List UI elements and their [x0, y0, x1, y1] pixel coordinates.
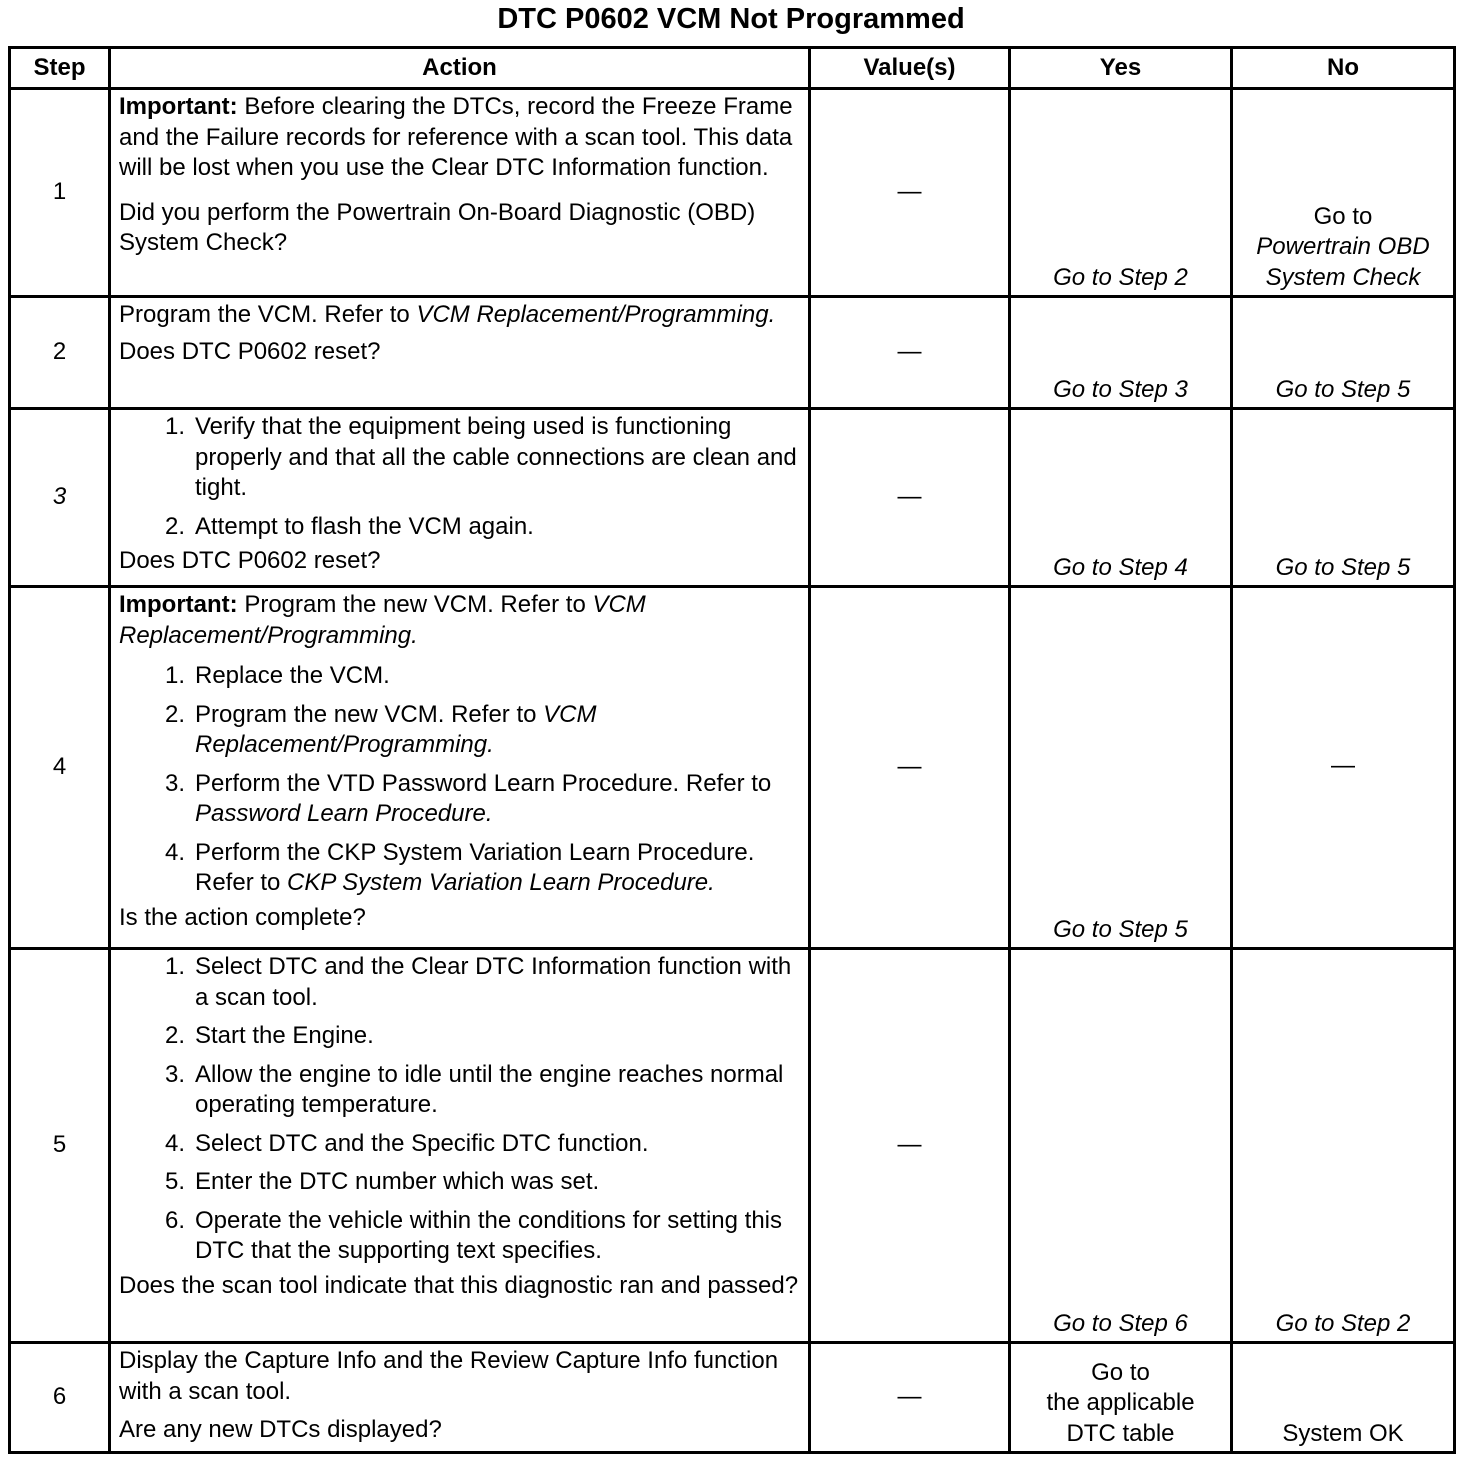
yes-link[interactable] [1010, 1343, 1232, 1453]
table-row [10, 409, 1455, 587]
step-number: 1 [10, 89, 110, 297]
no-link-ref: Powertrain OBD System Check [1256, 233, 1430, 291]
action-cell [110, 89, 810, 297]
no-link[interactable]: Go to Step 5 [1232, 409, 1455, 587]
no-value: — [1232, 587, 1455, 949]
yes-link-line: DTC table [1066, 1419, 1175, 1447]
header-yes: Yes [1010, 48, 1232, 89]
action-ref: VCM Replacement/Programming. [416, 301, 776, 328]
question-text: Does the scan tool indicate that this diagnostic ran and passed? [119, 1271, 799, 1299]
question-text: Are any new DTCs displayed? [119, 1416, 442, 1443]
list-item: 4. Select DTC and the Specific DTC function. [164, 1129, 649, 1157]
yes-link-line: Go to [1091, 1358, 1150, 1386]
list-item: 1. Verify that the equipment being used is functioning properly and that all the cable connections are clean and tight. [164, 413, 797, 501]
important-text: Before clearing the DTCs, record the Freeze Frame and the Failure records for reference with a scan tool. This data will be lost when you use the Clear DTC Information function. [119, 93, 793, 181]
step-list [119, 661, 800, 899]
yes-link-line: the applicable [1046, 1389, 1195, 1416]
table-header-row [10, 48, 1455, 89]
list-item: 1. Select DTC and the Clear DTC Information function with a scan tool. [164, 953, 792, 1011]
question-text: Does DTC P0602 reset? [119, 337, 381, 365]
table-row [10, 89, 1455, 297]
header-step: Step [10, 48, 110, 89]
question-text: Is the action complete? [119, 903, 366, 931]
yes-link[interactable]: Go to Step 3 [1010, 297, 1232, 409]
step-list [119, 952, 800, 1267]
value-cell: — [810, 409, 1010, 587]
important-label: Important: [119, 591, 238, 618]
list-item: 1. Replace the VCM. [164, 662, 390, 689]
step-number: 4 [10, 587, 110, 949]
step-list [119, 412, 800, 542]
step-number: 6 [10, 1343, 110, 1453]
action-cell [110, 587, 810, 949]
table-row [10, 949, 1455, 1343]
no-link[interactable]: Go to Step 5 [1232, 297, 1455, 409]
value-cell: — [810, 587, 1010, 949]
action-text: Program the VCM. Refer to [119, 301, 417, 328]
step-number: 3 [10, 409, 110, 587]
header-values: Value(s) [810, 48, 1010, 89]
yes-link[interactable]: Go to Step 6 [1010, 949, 1232, 1343]
value-cell: — [810, 89, 1010, 297]
header-no: No [1232, 48, 1455, 89]
diagnostic-table [8, 46, 1456, 1454]
no-link[interactable] [1232, 89, 1455, 297]
value-cell: — [810, 949, 1010, 1343]
step-number: 2 [10, 297, 110, 409]
table-row [10, 297, 1455, 409]
list-item: 2. Start the Engine. [164, 1022, 374, 1049]
list-item: 2. Attempt to flash the VCM again. [164, 512, 534, 540]
table-row [10, 587, 1455, 949]
list-item: 3. Perform the VTD Password Learn Procedure. Refer to Password Learn Procedure. [164, 769, 772, 827]
list-item: 3. Allow the engine to idle until the engine reaches normal operating temperature. [164, 1060, 784, 1118]
important-label: Important: [119, 93, 238, 120]
action-text: Display the Capture Info and the Review Capture Info function with a scan tool. [119, 1347, 779, 1405]
list-item: 5. Enter the DTC number which was set. [164, 1168, 600, 1195]
header-action: Action [110, 48, 810, 89]
important-ref: VCM Replacement/Programming. [119, 591, 646, 649]
question-text: Did you perform the Powertrain On-Board Diagnostic (OBD) System Check? [119, 198, 756, 256]
page-title: DTC P0602 VCM Not Programmed [497, 3, 965, 35]
table-row [10, 1343, 1455, 1453]
yes-link[interactable]: Go to Step 4 [1010, 409, 1232, 587]
list-item: 4. Perform the CKP System Variation Learn Procedure. Refer to CKP System Variation Learn Procedure. [164, 838, 755, 896]
no-link[interactable]: Go to Step 2 [1232, 949, 1455, 1343]
question-text: Does DTC P0602 reset? [119, 547, 381, 574]
value-cell: — [810, 1343, 1010, 1453]
action-cell [110, 409, 810, 587]
important-text: Program the new VCM. Refer to [237, 591, 593, 618]
action-cell [110, 1343, 810, 1453]
value-cell: — [810, 297, 1010, 409]
no-result: System OK [1232, 1343, 1455, 1453]
yes-link[interactable]: Go to Step 2 [1010, 89, 1232, 297]
action-cell [110, 949, 810, 1343]
list-item: 6. Operate the vehicle within the conditions for setting this DTC that the supporting text specifies. [164, 1206, 782, 1264]
no-link-prefix: Go to [1313, 202, 1373, 230]
yes-link[interactable]: Go to Step 5 [1010, 587, 1232, 949]
step-number: 5 [10, 949, 110, 1343]
action-cell [110, 297, 810, 409]
list-item: 2. Program the new VCM. Refer to VCM Replacement/Programming. [164, 700, 597, 758]
